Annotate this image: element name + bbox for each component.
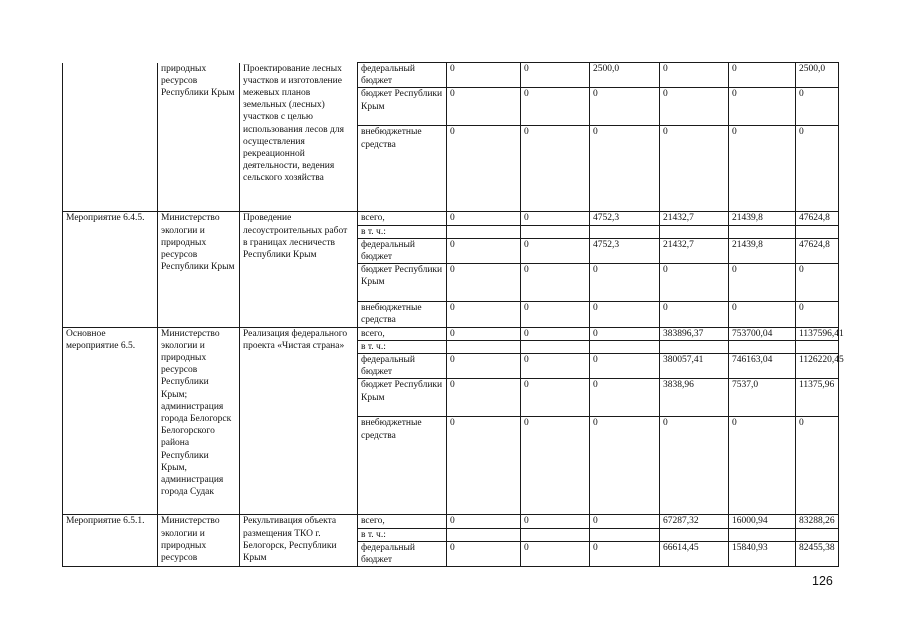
event-cell: Мероприятие 6.4.5. — [63, 212, 158, 327]
value-cell: 0 — [447, 264, 521, 302]
event-name-cell: Реализация федерального проекта «Чистая страна» — [240, 327, 358, 515]
value-cell: 0 — [447, 63, 521, 88]
value-cell: 0 — [729, 63, 796, 88]
value-cell: 0 — [447, 126, 521, 212]
funding-source-cell: в т. ч.: — [358, 528, 447, 541]
funding-source-cell: федеральный бюджет — [358, 354, 447, 379]
value-cell: 0 — [796, 126, 839, 212]
funding-source-cell: всего, — [358, 327, 447, 340]
funding-source-cell: внебюджетные средства — [358, 126, 447, 212]
value-cell — [590, 528, 660, 541]
funding-source-cell: внебюджетные средства — [358, 302, 447, 327]
value-cell: 0 — [447, 354, 521, 379]
value-cell — [447, 340, 521, 353]
value-cell: 0 — [521, 354, 590, 379]
value-cell: 66614,45 — [660, 541, 729, 566]
value-cell: 0 — [521, 302, 590, 327]
value-cell: 2500,0 — [796, 63, 839, 88]
value-cell: 0 — [796, 88, 839, 126]
value-cell — [521, 225, 590, 238]
value-cell: 21439,8 — [729, 238, 796, 263]
funding-source-cell: в т. ч.: — [358, 340, 447, 353]
value-cell: 746163,04 — [729, 354, 796, 379]
value-cell: 0 — [729, 264, 796, 302]
value-cell: 0 — [447, 238, 521, 263]
value-cell: 0 — [521, 63, 590, 88]
value-cell: 4752,3 — [590, 212, 660, 225]
value-cell: 753700,04 — [729, 327, 796, 340]
executor-cell: Министерство экологии и природных ресурсов Республики Крым; администрация города Белогорск Белогорского района Республики Крым, администрация города Судак — [158, 327, 240, 515]
value-cell: 0 — [590, 541, 660, 566]
value-cell — [729, 528, 796, 541]
value-cell: 0 — [660, 126, 729, 212]
value-cell: 0 — [447, 541, 521, 566]
value-cell: 0 — [590, 379, 660, 417]
value-cell — [729, 225, 796, 238]
value-cell: 0 — [590, 327, 660, 340]
funding-source-cell: федеральный бюджет — [358, 541, 447, 566]
value-cell — [521, 340, 590, 353]
value-cell: 67287,32 — [660, 515, 729, 528]
value-cell: 0 — [590, 126, 660, 212]
funding-source-cell: внебюджетные средства — [358, 417, 447, 515]
value-cell: 21432,7 — [660, 212, 729, 225]
value-cell: 0 — [590, 515, 660, 528]
value-cell: 16000,94 — [729, 515, 796, 528]
table-row — [63, 212, 839, 225]
value-cell: 1126220,45 — [796, 354, 839, 379]
funding-source-cell: в т. ч.: — [358, 225, 447, 238]
value-cell — [521, 528, 590, 541]
value-cell: 82455,38 — [796, 541, 839, 566]
value-cell — [590, 340, 660, 353]
value-cell: 0 — [521, 264, 590, 302]
value-cell: 0 — [521, 88, 590, 126]
funding-source-cell: федеральный бюджет — [358, 63, 447, 88]
value-cell: 383896,37 — [660, 327, 729, 340]
value-cell: 15840,93 — [729, 541, 796, 566]
value-cell: 0 — [660, 63, 729, 88]
funding-source-cell: бюджет Республики Крым — [358, 379, 447, 417]
value-cell: 0 — [729, 417, 796, 515]
value-cell: 0 — [447, 515, 521, 528]
value-cell: 47624,8 — [796, 238, 839, 263]
value-cell — [796, 340, 839, 353]
value-cell: 0 — [521, 212, 590, 225]
event-name-cell: Проведение лесоустроительных работ в границах лесничеств Республики Крым — [240, 212, 358, 327]
value-cell: 0 — [447, 417, 521, 515]
value-cell: 0 — [521, 417, 590, 515]
value-cell: 0 — [521, 515, 590, 528]
value-cell — [796, 225, 839, 238]
funding-source-cell: бюджет Республики Крым — [358, 88, 447, 126]
event-name-cell: Рекультивация объекта размещения ТКО г. Белогорск, Республики Крым — [240, 515, 358, 567]
value-cell: 11375,96 — [796, 379, 839, 417]
event-cell — [63, 63, 158, 212]
value-cell: 0 — [521, 379, 590, 417]
event-cell: Основное мероприятие 6.5. — [63, 327, 158, 515]
value-cell: 47624,8 — [796, 212, 839, 225]
value-cell: 0 — [729, 302, 796, 327]
value-cell: 7537,0 — [729, 379, 796, 417]
value-cell: 0 — [521, 126, 590, 212]
page-number: 126 — [812, 574, 833, 588]
value-cell: 0 — [447, 88, 521, 126]
executor-cell: Министерство экологии и природных ресурсов Республики Крым — [158, 212, 240, 327]
value-cell: 1137596,41 — [796, 327, 839, 340]
value-cell: 0 — [447, 379, 521, 417]
value-cell: 0 — [660, 417, 729, 515]
funding-source-cell: бюджет Республики Крым — [358, 264, 447, 302]
value-cell: 0 — [521, 238, 590, 263]
value-cell: 380057,41 — [660, 354, 729, 379]
value-cell: 0 — [590, 417, 660, 515]
event-name-cell: Проектирование лесных участков и изготовление межевых планов земельных (лесных) участков с целью использования лесов для осуществления рекреационной деятельности, ведения сельского хозяйства — [240, 63, 358, 212]
value-cell: 21439,8 — [729, 212, 796, 225]
table-row — [63, 327, 839, 340]
value-cell: 0 — [521, 327, 590, 340]
value-cell — [447, 528, 521, 541]
funding-source-cell: всего, — [358, 515, 447, 528]
value-cell: 4752,3 — [590, 238, 660, 263]
value-cell: 3838,96 — [660, 379, 729, 417]
value-cell: 0 — [590, 88, 660, 126]
value-cell: 0 — [590, 264, 660, 302]
value-cell: 0 — [590, 354, 660, 379]
value-cell: 21432,7 — [660, 238, 729, 263]
value-cell: 0 — [660, 88, 729, 126]
event-cell: Мероприятие 6.5.1. — [63, 515, 158, 567]
value-cell: 2500,0 — [590, 63, 660, 88]
value-cell: 0 — [447, 212, 521, 225]
value-cell — [796, 528, 839, 541]
executor-cell: Министерство экологии и природных ресурсов — [158, 515, 240, 567]
value-cell: 0 — [796, 302, 839, 327]
funding-source-cell: всего, — [358, 212, 447, 225]
value-cell: 0 — [729, 88, 796, 126]
value-cell — [729, 340, 796, 353]
value-cell — [447, 225, 521, 238]
value-cell: 0 — [447, 302, 521, 327]
value-cell: 83288,26 — [796, 515, 839, 528]
value-cell — [590, 225, 660, 238]
value-cell — [660, 528, 729, 541]
value-cell: 0 — [521, 541, 590, 566]
value-cell: 0 — [729, 126, 796, 212]
budget-table — [62, 62, 844, 567]
value-cell: 0 — [590, 302, 660, 327]
value-cell — [660, 225, 729, 238]
executor-cell: природных ресурсов Республики Крым — [158, 63, 240, 212]
value-cell: 0 — [447, 327, 521, 340]
value-cell: 0 — [796, 264, 839, 302]
table-row — [63, 515, 839, 528]
table-row — [63, 63, 839, 88]
value-cell — [660, 340, 729, 353]
value-cell: 0 — [660, 264, 729, 302]
value-cell: 0 — [660, 302, 729, 327]
funding-source-cell: федеральный бюджет — [358, 238, 447, 263]
value-cell: 0 — [796, 417, 839, 515]
